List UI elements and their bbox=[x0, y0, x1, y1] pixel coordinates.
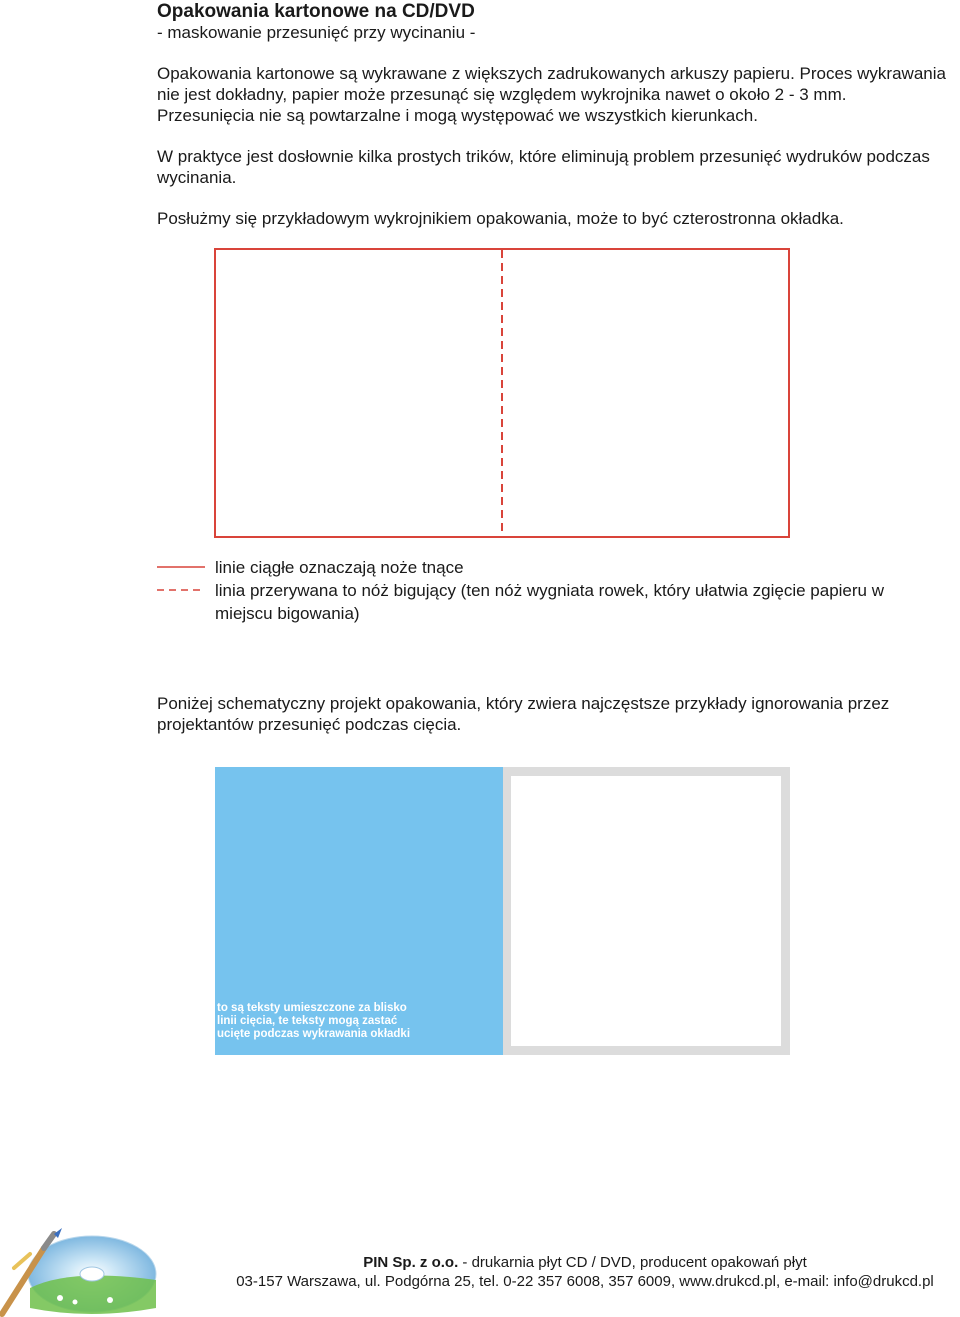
die-cut-diagram bbox=[214, 248, 790, 538]
legend-dashed-row bbox=[157, 579, 917, 625]
footer-company-line bbox=[210, 1253, 960, 1272]
page-subtitle: - maskowanie przesunięć przy wycinaniu - bbox=[157, 23, 476, 42]
legend bbox=[157, 556, 917, 625]
dashed-line-icon bbox=[157, 579, 215, 602]
page-title: Opakowania kartonowe na CD/DVD bbox=[157, 1, 475, 22]
legend-solid-row bbox=[157, 556, 917, 579]
intro-paragraph: Opakowania kartonowe są wykrawane z większych zadrukowanych arkuszy papieru. Proces wykrawania nie jest dokładny, papier może przesunąć się względem wykrojnika nawet o około 2 - 3 mm. Przesunięcia nie są powtarzalne i mogą występować we wszystkich kierunkach. bbox=[157, 64, 946, 125]
design-paragraph: Poniżej schematyczny projekt opakowania, który zwiera najczęstsze przykłady ignorowania przez projektantów przesunięć podczas cięcia. bbox=[157, 694, 890, 734]
legend-dashed-label: linia przerywana to nóż bigujący (ten nóż wygniata rowek, który ułatwia zgięcie papieru w miejscu bigowania) bbox=[215, 581, 885, 623]
white-inner-panel bbox=[511, 776, 781, 1046]
tricks-paragraph: W praktyce jest dosłownie kilka prostych trików, które eliminują problem przesunięć wydruków podczas wycinania. bbox=[157, 147, 930, 187]
cd-disc-with-paintbrush-logo-icon bbox=[0, 1228, 160, 1317]
legend-solid-label: linie ciągłe oznaczają noże tnące bbox=[215, 558, 464, 577]
footer-company: PIN Sp. z o.o. bbox=[363, 1254, 459, 1271]
example-paragraph: Posłużmy się przykładowym wykrojnikiem opakowania, może to być czterostronna okładka. bbox=[157, 209, 844, 228]
footer-address: 03-157 Warszawa, ul. Podgórna 25, tel. 0-22 357 6008, 357 6009, www.drukcd.pl, e-mail: info@drukcd.pl bbox=[236, 1273, 934, 1290]
footer-tagline: - drukarnia płyt CD / DVD, producent opakowań płyt bbox=[458, 1254, 807, 1271]
solid-line-icon bbox=[157, 556, 215, 579]
blue-panel-note: to są teksty umieszczone za blisko linii cięcia, te teksty mogą zastać ucięte podczas wykrawania okładki bbox=[217, 1002, 411, 1040]
